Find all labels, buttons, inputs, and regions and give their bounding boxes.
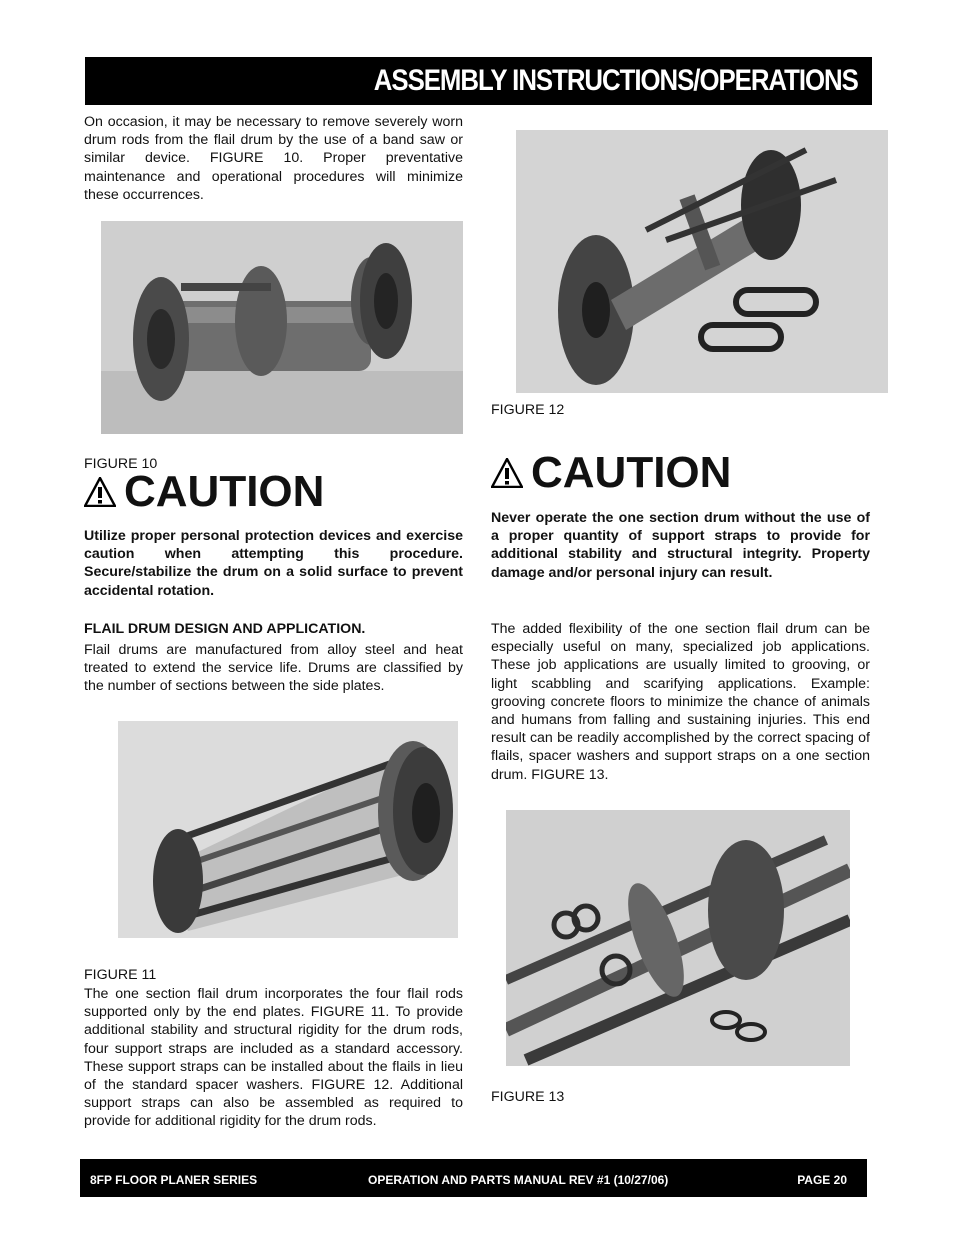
figure-12-caption: FIGURE 12 — [491, 402, 565, 418]
warning-triangle-icon — [491, 458, 523, 488]
caution-text-right: Never operate the one section drum without the use of a proper quantity of support straps to provide for additional stability and structural integrity. Property damage and/or personal injury can result. — [491, 510, 870, 581]
footer-page-number: PAGE 20 — [797, 1173, 847, 1187]
figure-13-caption: FIGURE 13 — [491, 1089, 565, 1105]
figure-10-photo — [101, 221, 463, 434]
figure-11-photo — [118, 721, 458, 938]
figure-11-caption: FIGURE 11 — [84, 967, 157, 983]
body-paragraph-right: The added flexibility of the one section flail drum can be especially useful on many, specialized job applications. These job applications are usually limited to grooving, or light scabbling and scarifying applications. Example: grooving concrete floors to minimize the chance of animals and humans from falling and sustaining injuries. This end result can be readily accomplished by the correct spacing of flails, spacer washers and support straps on a one section drum. FIGURE 13. — [491, 621, 870, 783]
section-heading: FLAIL DRUM DESIGN AND APPLICATION. — [84, 621, 366, 637]
section-paragraph: Flail drums are manufactured from alloy steel and heat treated to extend the service life. Drums are classified by the number of sections between the side plates. — [84, 642, 463, 695]
page-footer-bar — [80, 1159, 867, 1197]
page-title: ASSEMBLY INSTRUCTIONS/OPERATIONS — [373, 64, 858, 97]
page-header-bar — [85, 57, 872, 105]
figure-13-photo — [506, 810, 850, 1066]
figure-10-caption: FIGURE 10 — [84, 456, 158, 472]
figure-12-photo — [516, 130, 888, 393]
caution-label-left: CAUTION — [124, 467, 325, 516]
caution-text-left: Utilize proper personal protection devices and exercise caution when attempting this procedure. Secure/stabilize the drum on a solid surface to prevent accidental rotation. — [84, 528, 463, 599]
caution-label-right: CAUTION — [531, 448, 732, 497]
caution-heading-right — [491, 450, 731, 496]
intro-paragraph: On occasion, it may be necessary to remove severely worn drum rods from the flail drum by the use of a band saw or similar device. FIGURE 10. Proper preventative maintenance and operational procedures will minimize these occurrences. — [84, 114, 463, 203]
footer-manual-title: OPERATION AND PARTS MANUAL REV #1 (10/27/06) — [368, 1173, 669, 1187]
figure-11-paragraph: The one section flail drum incorporates the four flail rods supported only by the end plates. FIGURE 11. To provide additional stability and structural rigidity for the drum rods, four support straps are included as a standard accessory. These support straps can be installed about the flails in lieu of the standard spacer washers. FIGURE 12. Additional support straps can also be assembled as required to provide for additional rigidity for the drum rods. — [84, 986, 463, 1130]
warning-triangle-icon — [84, 477, 116, 507]
caution-heading-left — [84, 469, 324, 515]
footer-series: 8FP FLOOR PLANER SERIES — [90, 1173, 258, 1187]
